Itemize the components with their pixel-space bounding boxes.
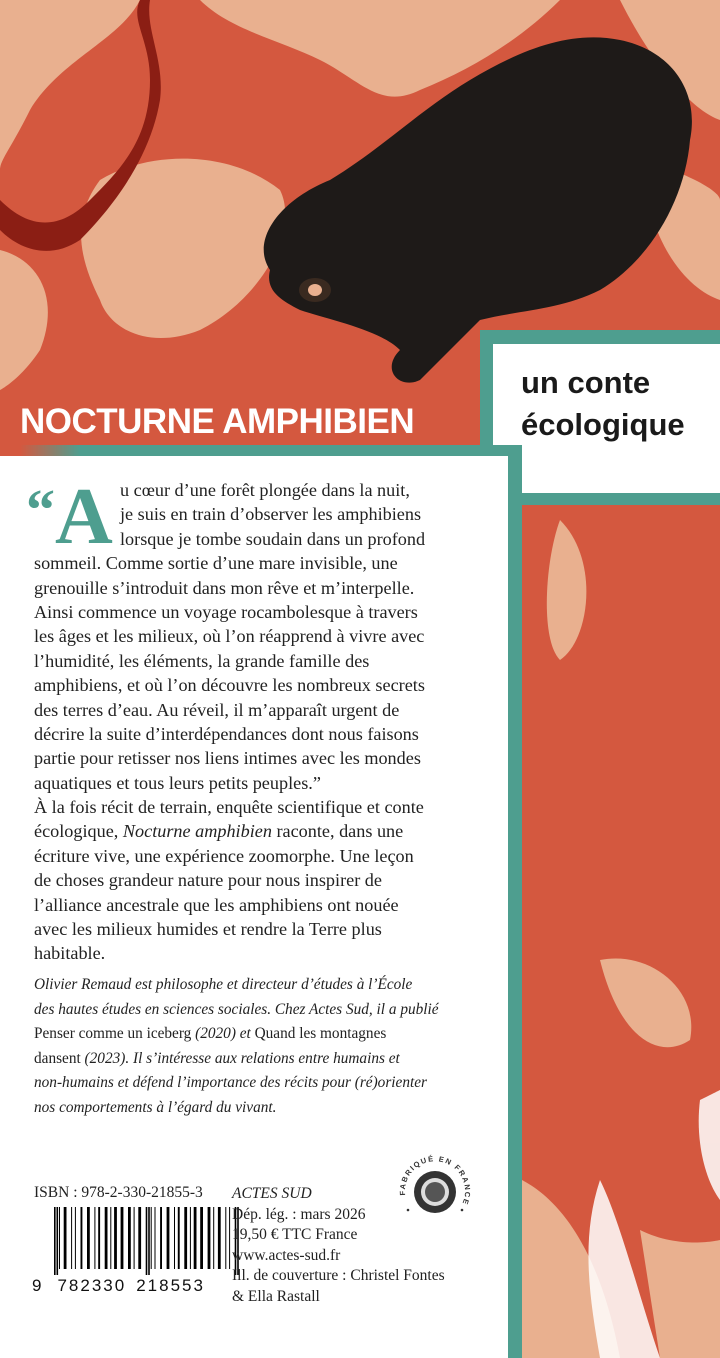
barcode-bar xyxy=(160,1207,162,1269)
quote-line: amphibiens, et où l’on découvre les nombreux secrets xyxy=(34,675,425,696)
summary-line: habitable. xyxy=(34,943,106,964)
blurb xyxy=(34,473,426,966)
barcode-digits-left: 782330 xyxy=(57,1276,127,1295)
summary-line: À la fois récit de terrain, enquête scientifique et conte xyxy=(34,797,424,818)
barcode-bar xyxy=(128,1207,131,1269)
barcode-bar xyxy=(229,1207,230,1269)
barcode-bar xyxy=(194,1207,197,1269)
barcode-bar xyxy=(184,1207,187,1269)
barcode-bar xyxy=(121,1207,124,1269)
legal-deposit: Dép. lég. : mars 2026 xyxy=(232,1205,366,1223)
summary-line: avec les milieux humides et rendre la Terre plus xyxy=(34,919,382,940)
quote-line: des terres d’eau. Au réveil, il m’apparaît urgent de xyxy=(34,699,400,720)
isbn: ISBN : 978-2-330-21855-3 xyxy=(34,1184,203,1201)
bio-text: (2020) et xyxy=(191,1025,255,1043)
quote-line: lorsque je tombe soudain dans un profond xyxy=(120,528,426,549)
bio-line xyxy=(34,1047,439,1072)
barcode-bar xyxy=(148,1207,150,1275)
barcode-bar xyxy=(155,1207,156,1269)
barcode-bar xyxy=(98,1207,100,1269)
book-ref: Penser comme un iceberg xyxy=(34,1025,192,1043)
quote-line: les âges et les milieux, où l’on réapprend à vivre avec xyxy=(34,626,425,647)
barcode-bar xyxy=(138,1207,141,1269)
barcode-bar xyxy=(146,1207,148,1275)
barcode-bar xyxy=(64,1207,67,1269)
barcode-bar xyxy=(213,1207,214,1269)
website: www.actes-sud.fr xyxy=(232,1246,341,1264)
svg-text:FABRIQUÉ EN FRANCE: FABRIQUÉ EN FRANCE xyxy=(397,1154,473,1207)
quote-line: Ainsi commence un voyage rocambolesque à travers xyxy=(34,601,418,622)
quote-line: sommeil. Comme sortie d’une mare invisible, une xyxy=(34,553,398,574)
barcode-bar xyxy=(87,1207,90,1269)
summary-line: de choses grandeur nature pour nous inspirer de xyxy=(34,870,382,891)
barcode-number xyxy=(32,1276,205,1296)
made-in-france-logo xyxy=(395,1150,475,1230)
barcode-bar xyxy=(208,1207,211,1269)
barcode-digits-right: 218553 xyxy=(136,1276,205,1295)
barcode-bar xyxy=(105,1207,108,1269)
book-ref: Quand les montagnes xyxy=(254,1025,387,1043)
barcode-bar xyxy=(134,1207,135,1269)
barcode-bar xyxy=(71,1207,72,1269)
teal-vertical-strip xyxy=(508,445,522,1358)
barcode-bar xyxy=(200,1207,203,1269)
barcode-bar xyxy=(110,1207,111,1269)
bio-line: Olivier Remaud est philosophe et directeur d’études à l’École xyxy=(34,976,413,993)
bio-line: des hautes études en sciences sociales. Chez Actes Sud, il a publié xyxy=(34,1000,439,1018)
bio-line: non-humains et défend l’importance des récits pour (ré)orienter xyxy=(34,1074,427,1092)
illustration-credit: Ill. de couverture : Christel Fontes xyxy=(232,1267,445,1284)
quote-line: partie pour retisser nos liens intimes avec les mondes xyxy=(34,748,421,769)
book-title-inline: Nocturne amphibien xyxy=(122,821,272,842)
barcode-bar xyxy=(218,1207,221,1269)
quote-line: l’humidité, les éléments, la grande famille des xyxy=(34,650,370,671)
barcode-bar xyxy=(178,1207,180,1269)
drop-quote-mark: “ xyxy=(26,477,55,542)
quote-line: décrire la suite d’interdépendances dont nous faisons xyxy=(34,723,419,744)
illustration-credit: & Ella Rastall xyxy=(232,1287,320,1305)
barcode-bar xyxy=(54,1207,56,1275)
barcode-bar xyxy=(81,1207,83,1269)
bio-line: nos comportements à l’égard du vivant. xyxy=(34,1098,277,1116)
book-ref: dansent xyxy=(34,1049,81,1067)
bio-text: (2023). Il s’intéresse aux relations entre humains et xyxy=(80,1049,400,1067)
barcode-bar xyxy=(174,1207,175,1269)
price: 19,50 € TTC France xyxy=(232,1226,358,1243)
publisher-name: ACTES SUD xyxy=(232,1185,312,1202)
quote-line: aquatiques et tous leurs petits peuples.” xyxy=(34,772,321,793)
summary-text: raconte, dans une xyxy=(271,821,404,842)
barcode-digit-first: 9 xyxy=(32,1276,44,1295)
barcode-bar xyxy=(57,1207,59,1275)
quote-line: je suis en train d’observer les amphibiens xyxy=(120,504,422,525)
quote-line: grenouille s’introduit dans mon rêve et m’interpelle. xyxy=(34,577,415,598)
author-bio xyxy=(34,973,439,1121)
barcode-bar xyxy=(151,1207,152,1269)
summary-line xyxy=(34,819,425,843)
barcode-bar xyxy=(225,1207,226,1269)
book-title: NOCTURNE AMPHIBIEN xyxy=(20,402,415,441)
subtitle xyxy=(521,362,685,446)
barcode-bar xyxy=(59,1207,60,1269)
subtitle-line: un conte xyxy=(521,365,651,400)
barcode-bar xyxy=(114,1207,117,1269)
barcode-bar xyxy=(167,1207,170,1269)
drop-cap: A xyxy=(55,473,113,561)
summary-line: l’alliance ancestrale que les amphibiens ont nouée xyxy=(34,894,399,915)
summary-line: écriture vive, une expérience zoomorphe. Une leçon xyxy=(34,845,414,866)
quote-line: u cœur d’une forêt plongée dans la nuit, xyxy=(120,480,410,500)
bio-line xyxy=(34,1022,439,1047)
barcode-bar xyxy=(75,1207,76,1269)
teal-divider xyxy=(20,445,508,456)
subtitle-line: écologique xyxy=(521,407,685,442)
summary-text: écologique, xyxy=(34,821,123,842)
barcode-bar xyxy=(190,1207,191,1269)
barcode-bar xyxy=(94,1207,95,1269)
